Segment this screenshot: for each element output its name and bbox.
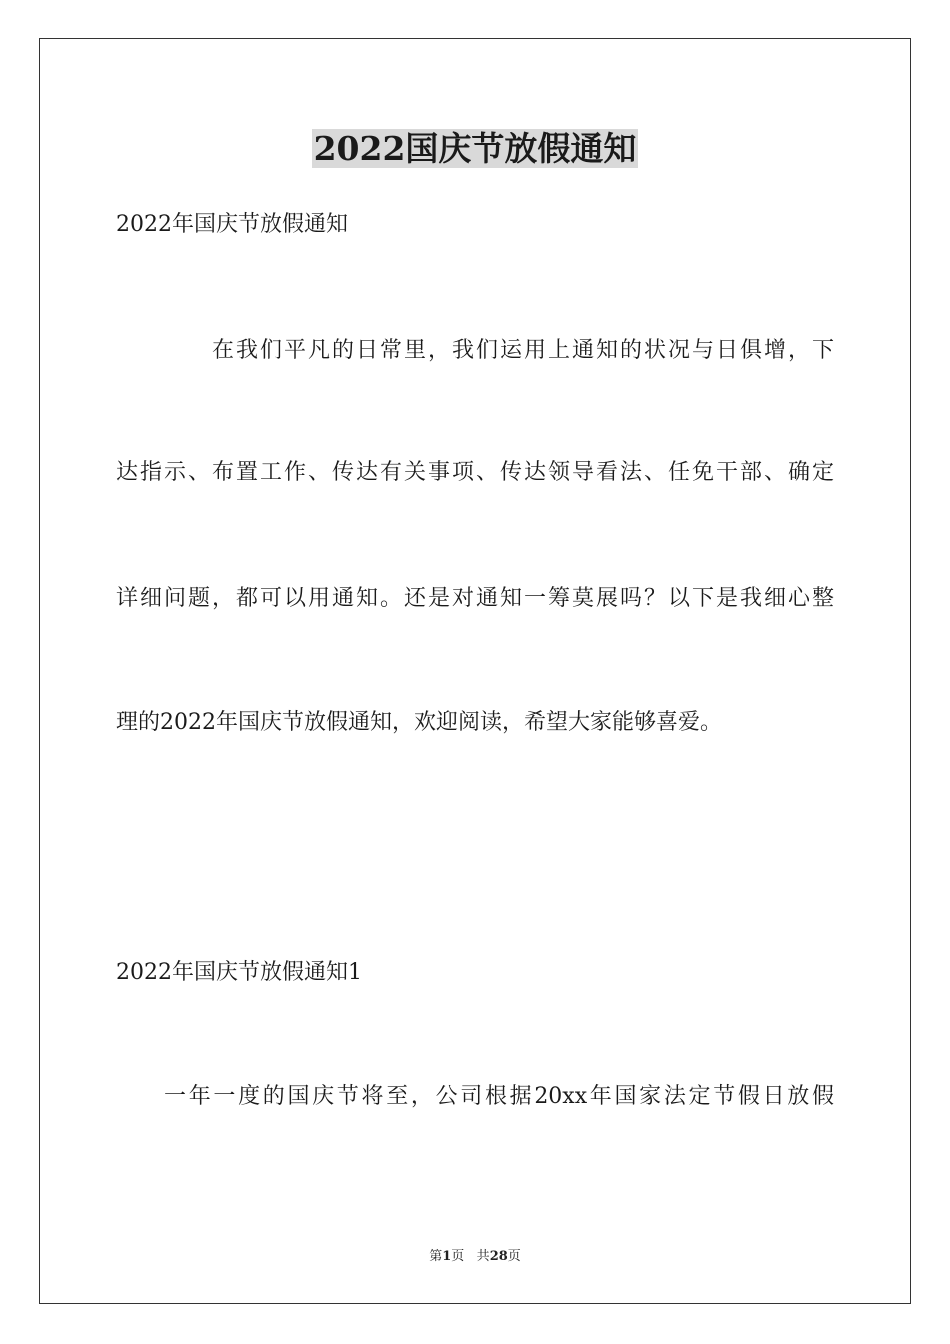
- intro-line-1: 在我们平凡的日常里，我们运用上通知的状况与日俱增，下: [212, 338, 834, 363]
- document-title-text: 2022国庆节放假通知: [313, 129, 637, 168]
- intro-line-2: 达指示、布置工作、传达有关事项、传达领导看法、任免干部、确定: [116, 460, 834, 485]
- intro-line-3: 详细问题，都可以用通知。还是对通知一筹莫展吗？以下是我细心整: [116, 586, 834, 611]
- page-footer: [0, 1248, 950, 1266]
- section-heading: 2022年国庆节放假通知1: [116, 960, 362, 985]
- footer-total-suffix: 页: [507, 1249, 521, 1264]
- footer-total-pages: 28: [489, 1249, 508, 1264]
- document-title: [0, 126, 950, 172]
- footer-page-number: 1: [442, 1249, 452, 1264]
- footer-total-prefix: 共: [476, 1249, 490, 1264]
- footer-page-suffix: 页: [451, 1249, 465, 1264]
- document-subtitle: 2022年国庆节放假通知: [116, 212, 348, 237]
- section-line-1: 一年一度的国庆节将至，公司根据20xx年国家法定节假日放假: [164, 1084, 834, 1109]
- footer-page-prefix: 第: [429, 1249, 443, 1264]
- intro-line-4: 理的2022年国庆节放假通知，欢迎阅读，希望大家能够喜爱。: [116, 710, 722, 735]
